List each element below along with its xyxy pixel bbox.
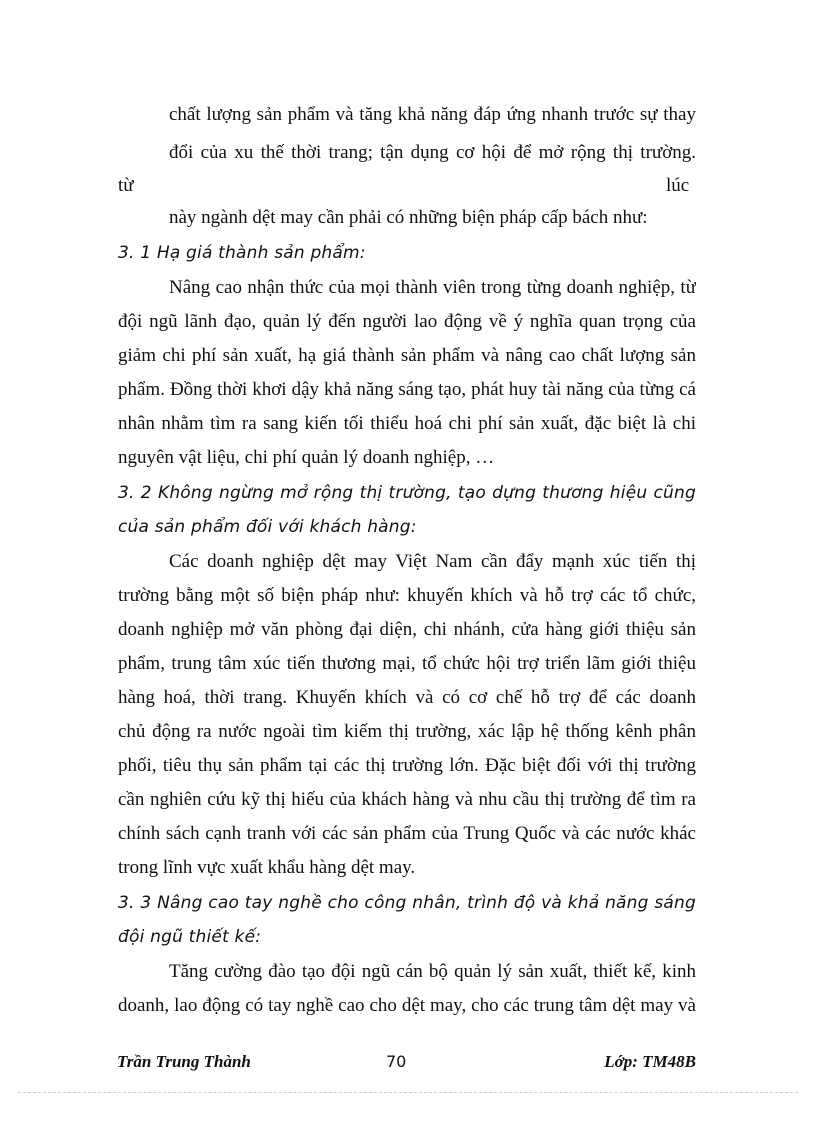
paragraph-line: Các doanh nghiệp dệt may Việt Nam cần đẩy mạnh xúc tiến thị (169, 551, 696, 572)
paragraph-line: trong lĩnh vực xuất khẩu hàng dệt may. (118, 857, 416, 878)
paragraph-line: giảm chi phí sản xuất, hạ giá thành sản phẩm và nâng cao chất lượng sản (118, 345, 696, 366)
section-heading: 3. 2 Không ngừng mở rộng thị trường, tạo dựng thương hiệu cũng (118, 483, 696, 503)
paragraph-line: chính sách cạnh tranh với các sản phẩm của Trung Quốc và các nước khác (118, 823, 696, 844)
paragraph-line: cần nghiên cứu kỹ thị hiếu của khách hàng và nhu cầu thị trường để tìm ra (118, 789, 696, 810)
paragraph-line: đội ngũ lãnh đạo, quản lý đến người lao động về ý nghĩa quan trọng của (118, 311, 696, 332)
section-heading: 3. 1 Hạ giá thành sản phẩm: (118, 243, 366, 263)
intro-line: này ngành dệt may cần phải có những biện pháp cấp bách như: (169, 207, 648, 228)
paragraph-line: phẩm. Đồng thời khơi dậy khả năng sáng tạo, phát huy tài năng của từng cá (118, 379, 696, 400)
paragraph-line: Nâng cao nhận thức của mọi thành viên trong từng doanh nghiệp, từ (169, 277, 696, 298)
footer-class: Lớp: TM48B (604, 1052, 696, 1071)
intro-line: chất lượng sản phẩm và tăng khả năng đáp ứng nhanh trước sự thay (169, 104, 696, 125)
intro-line: đổi của xu thế thời trang; tận dụng cơ hội để mở rộng thị trường. (169, 142, 696, 163)
section-heading: đội ngũ thiết kế: (118, 927, 262, 947)
paragraph-line: nhân nhằm tìm ra sang kiến tối thiểu hoá chi phí sản xuất, đặc biệt là chi (118, 413, 696, 434)
intro-line: lúc (666, 175, 690, 196)
intro-line: từ (118, 175, 134, 196)
paragraph-line: chủ động ra nước ngoài tìm kiếm thị trường, xác lập hệ thống kênh phân (118, 721, 696, 742)
section-heading: của sản phẩm đối với khách hàng: (118, 517, 417, 537)
paragraph-line: phẩm, trung tâm xúc tiến thương mại, tổ chức hội trợ triển lãm giới thiệu (118, 653, 696, 674)
footer-author: Trần Trung Thành (117, 1052, 251, 1071)
paragraph-line: hàng hoá, thời trang. Khuyến khích và có cơ chế hỗ trợ để các doanh (118, 687, 696, 708)
paragraph-line: phối, tiêu thụ sản phẩm tại các thị trường lớn. Đặc biệt đối với thị trường (118, 755, 696, 776)
footer-divider (18, 1092, 798, 1093)
page-number: 70 (386, 1052, 407, 1071)
paragraph-line: nguyên vật liệu, chi phí quản lý doanh nghiệp, … (118, 447, 495, 468)
paragraph-line: doanh, lao động có tay nghề cao cho dệt may, cho các trung tâm dệt may và (118, 995, 696, 1016)
paragraph-line: trường bằng một số biện pháp như: khuyến khích và hỗ trợ các tổ chức, (118, 585, 696, 606)
section-heading: 3. 3 Nâng cao tay nghề cho công nhân, trình độ và khả năng sáng (118, 893, 696, 913)
paragraph-line: doanh nghiệp mở văn phòng đại diện, chi nhánh, cửa hàng giới thiệu sản (118, 619, 696, 640)
paragraph-line: Tăng cường đào tạo đội ngũ cán bộ quản lý sản xuất, thiết kế, kinh (169, 961, 696, 982)
